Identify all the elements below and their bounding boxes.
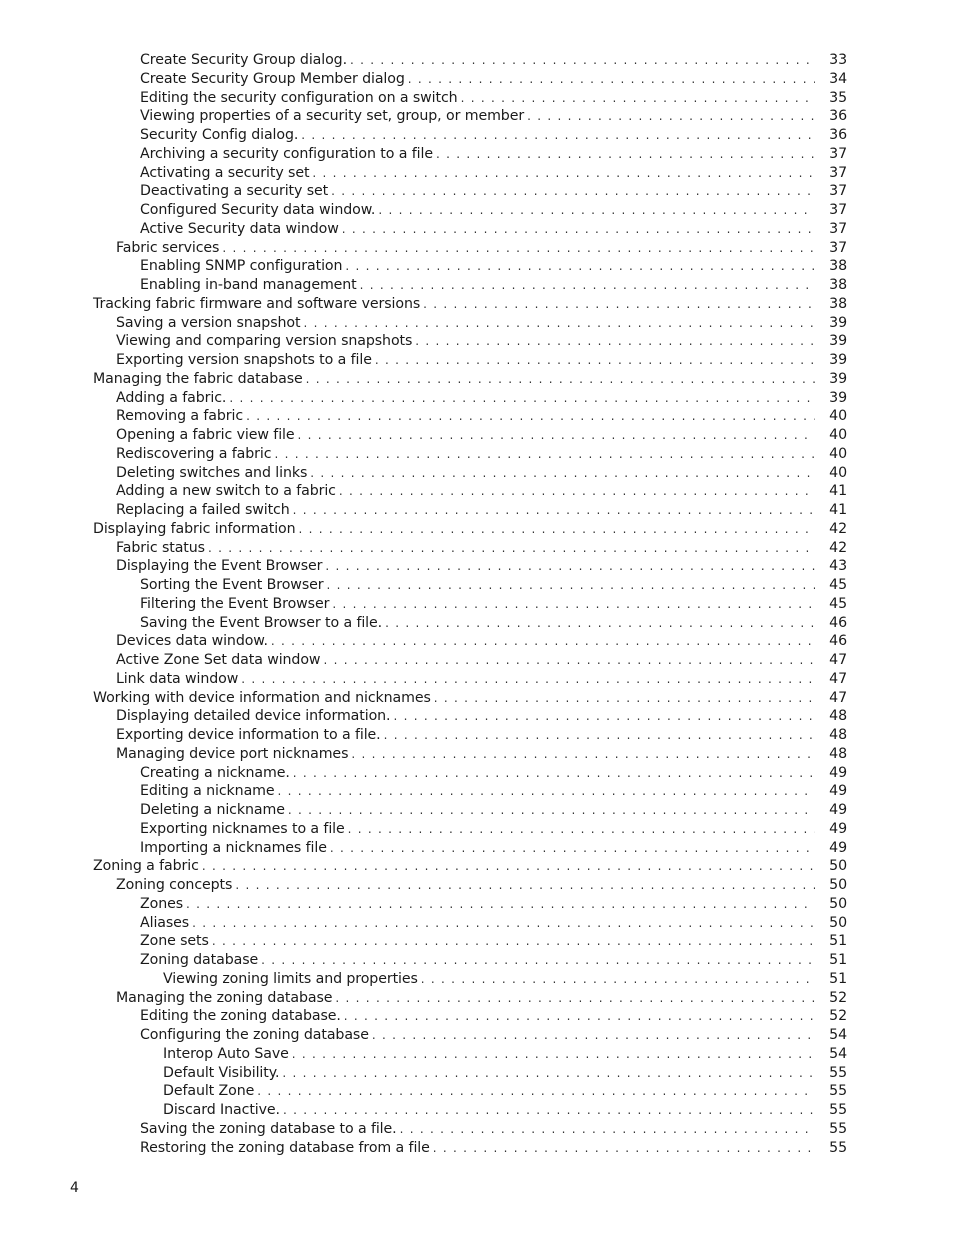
- toc-entry-page: 33: [829, 52, 847, 68]
- toc-entry[interactable]: [93, 407, 847, 426]
- toc-entry[interactable]: [93, 201, 847, 220]
- toc-entry-page: 55: [829, 1139, 847, 1156]
- toc-entry-title: Create Security Group dialog.: [140, 52, 348, 68]
- toc-entry-page: 37: [829, 183, 847, 200]
- toc-entry-title: Fabric services: [116, 239, 220, 256]
- toc-entry[interactable]: [93, 51, 847, 70]
- toc-entry-page: 52: [829, 1008, 847, 1025]
- toc-entry[interactable]: [93, 464, 847, 483]
- toc-entry-title: Tracking fabric firmware and software versions: [93, 295, 421, 312]
- dot-leader: [408, 70, 815, 89]
- toc-entry-page: 49: [829, 820, 847, 837]
- toc-entry-title: Fabric status: [116, 539, 205, 556]
- toc-entry-page: 48: [829, 708, 847, 725]
- toc-entry-page: 54: [829, 1045, 847, 1062]
- toc-entry-title: Saving a version snapshot: [116, 314, 301, 331]
- dot-leader: [246, 407, 815, 426]
- toc-entry-title: Managing the fabric database: [93, 370, 303, 387]
- toc-entry[interactable]: [93, 389, 847, 408]
- toc-entry-page: 36: [829, 127, 847, 143]
- toc-entry-page: 50: [829, 858, 847, 875]
- toc-entry-page: 50: [829, 914, 847, 931]
- dot-leader: [384, 726, 815, 745]
- toc-entry-title: Discard Inactive.: [163, 1102, 280, 1118]
- toc-entry[interactable]: [93, 482, 847, 501]
- toc-entry-page: 51: [829, 933, 847, 950]
- toc-entry[interactable]: [93, 595, 847, 614]
- dot-leader: [345, 257, 815, 276]
- toc-entry-page: 39: [829, 370, 847, 387]
- dot-leader: [293, 764, 815, 783]
- toc-entry-title: Editing the security configuration on a switch: [140, 89, 458, 106]
- toc-entry-page: 49: [829, 839, 847, 856]
- dot-leader: [434, 689, 815, 708]
- toc-entry[interactable]: [93, 182, 847, 201]
- toc-entry[interactable]: [93, 220, 847, 239]
- dot-leader: [360, 276, 815, 295]
- toc-entry-page: 46: [829, 633, 847, 650]
- toc-entry-title: Removing a fabric: [116, 408, 244, 425]
- toc-entry-page: 54: [829, 1027, 847, 1043]
- toc-entry-page: 40: [829, 427, 847, 443]
- toc-entry-page: 40: [829, 445, 847, 462]
- toc-entry[interactable]: [93, 539, 847, 558]
- dot-leader: [282, 1064, 815, 1083]
- toc-entry-page: 39: [829, 333, 847, 350]
- toc-entry-title: Activating a security set: [140, 164, 310, 181]
- dot-leader: [208, 539, 815, 558]
- dot-leader: [342, 220, 815, 239]
- toc-entry-title: Displaying the Event Browser: [116, 558, 323, 575]
- dot-leader: [344, 1007, 815, 1026]
- toc-entry-title: Exporting device information to a file.: [116, 727, 381, 743]
- dot-leader: [283, 1101, 815, 1120]
- toc-entry-title: Saving the zoning database to a file.: [140, 1120, 397, 1137]
- dot-leader: [351, 745, 815, 764]
- toc-entry[interactable]: [93, 1007, 847, 1026]
- dot-leader: [461, 89, 815, 108]
- toc-entry[interactable]: [93, 839, 847, 858]
- toc-entry[interactable]: [93, 1139, 847, 1158]
- toc-entry[interactable]: [93, 445, 847, 464]
- toc-entry[interactable]: [93, 332, 847, 351]
- toc-entry-title: Link data window: [116, 670, 239, 687]
- toc-entry-page: 43: [829, 558, 847, 575]
- toc-entry-title: Importing a nicknames file: [140, 839, 327, 856]
- dot-leader: [332, 595, 815, 614]
- toc-entry[interactable]: [93, 914, 847, 933]
- dot-leader: [241, 670, 815, 689]
- toc-entry[interactable]: [93, 164, 847, 183]
- table-of-contents: [93, 51, 847, 1157]
- dot-leader: [288, 801, 815, 820]
- dot-leader: [310, 464, 815, 483]
- toc-entry-title: Active Zone Set data window: [116, 652, 321, 668]
- dot-leader: [421, 970, 815, 989]
- toc-entry-page: 47: [829, 670, 847, 687]
- toc-entry-title: Deleting a nickname: [140, 802, 285, 818]
- toc-entry-title: Filtering the Event Browser: [140, 595, 330, 612]
- toc-entry-title: Viewing zoning limits and properties: [163, 970, 418, 987]
- toc-entry-title: Zoning concepts: [116, 877, 233, 893]
- toc-entry-page: 55: [829, 1120, 847, 1137]
- toc-entry-title: Viewing properties of a security set, group, or member: [140, 108, 525, 125]
- dot-leader: [261, 951, 815, 970]
- toc-entry[interactable]: [93, 1064, 847, 1083]
- toc-entry-title: Zone sets: [140, 933, 209, 950]
- toc-entry-page: 49: [829, 764, 847, 781]
- dot-leader: [350, 51, 815, 70]
- toc-entry-title: Configuring the zoning database: [140, 1027, 369, 1043]
- toc-entry-page: 49: [829, 802, 847, 818]
- toc-entry-page: 49: [829, 783, 847, 800]
- toc-entry[interactable]: [93, 239, 847, 258]
- dot-leader: [436, 145, 815, 164]
- toc-entry-title: Saving the Event Browser to a file.: [140, 614, 383, 631]
- toc-entry[interactable]: [93, 1101, 847, 1120]
- dot-leader: [375, 351, 815, 370]
- toc-entry[interactable]: [93, 89, 847, 108]
- toc-entry[interactable]: [93, 351, 847, 370]
- toc-entry[interactable]: [93, 126, 847, 145]
- toc-entry-title: Zoning database: [140, 952, 259, 968]
- toc-entry[interactable]: [93, 576, 847, 595]
- dot-leader: [415, 332, 815, 351]
- toc-entry-page: 45: [829, 595, 847, 612]
- dot-leader: [527, 107, 815, 126]
- toc-entry-page: 36: [829, 108, 847, 125]
- toc-entry-page: 51: [829, 970, 847, 987]
- dot-leader: [299, 520, 815, 539]
- toc-entry-title: Working with device information and nicknames: [93, 689, 431, 706]
- toc-entry-page: 38: [829, 295, 847, 312]
- toc-entry[interactable]: [93, 1082, 847, 1101]
- toc-entry[interactable]: [93, 689, 847, 708]
- toc-entry-page: 55: [829, 1064, 847, 1081]
- toc-entry-title: Viewing and comparing version snapshots: [116, 333, 413, 350]
- toc-entry-page: 48: [829, 727, 847, 743]
- toc-entry-title: Archiving a security configuration to a file: [140, 145, 433, 162]
- toc-entry-title: Opening a fabric view file: [116, 427, 295, 443]
- toc-entry-title: Create Security Group Member dialog: [140, 70, 405, 87]
- toc-entry-page: 41: [829, 502, 847, 518]
- dot-leader: [293, 501, 815, 520]
- dot-leader: [335, 989, 815, 1008]
- toc-entry[interactable]: [93, 857, 847, 876]
- toc-entry[interactable]: [93, 970, 847, 989]
- toc-entry[interactable]: [93, 1120, 847, 1139]
- dot-leader: [301, 126, 815, 145]
- dot-leader: [330, 839, 815, 858]
- toc-entry[interactable]: [93, 651, 847, 670]
- toc-entry[interactable]: [93, 557, 847, 576]
- dot-leader: [331, 182, 815, 201]
- dot-leader: [271, 632, 815, 651]
- toc-entry-title: Adding a new switch to a fabric: [116, 483, 336, 500]
- dot-leader: [326, 576, 815, 595]
- toc-entry[interactable]: [93, 782, 847, 801]
- dot-leader: [393, 707, 815, 726]
- toc-entry[interactable]: [93, 314, 847, 333]
- toc-entry-title: Editing the zoning database.: [140, 1008, 341, 1025]
- toc-entry[interactable]: [93, 1045, 847, 1064]
- toc-entry[interactable]: [93, 876, 847, 895]
- toc-entry[interactable]: [93, 932, 847, 951]
- toc-entry-page: 48: [829, 745, 847, 762]
- toc-entry-page: 52: [829, 989, 847, 1006]
- dot-leader: [192, 914, 815, 933]
- toc-entry[interactable]: [93, 295, 847, 314]
- toc-entry-title: Editing a nickname: [140, 783, 275, 800]
- dot-leader: [400, 1120, 815, 1139]
- toc-entry-title: Aliases: [140, 914, 190, 931]
- toc-entry[interactable]: [93, 820, 847, 839]
- toc-entry[interactable]: [93, 70, 847, 89]
- toc-entry[interactable]: [93, 501, 847, 520]
- toc-entry-title: Enabling SNMP configuration: [140, 258, 343, 275]
- dot-leader: [385, 614, 815, 633]
- dot-leader: [298, 426, 815, 445]
- toc-entry[interactable]: [93, 989, 847, 1008]
- dot-leader: [378, 201, 815, 220]
- toc-entry-page: 35: [829, 89, 847, 106]
- dot-leader: [292, 1045, 815, 1064]
- toc-entry-page: 55: [829, 1102, 847, 1118]
- dot-leader: [323, 651, 815, 670]
- page-number: 4: [70, 1180, 79, 1196]
- toc-entry-page: 50: [829, 895, 847, 912]
- toc-entry-title: Active Security data window: [140, 220, 339, 237]
- toc-entry-page: 38: [829, 258, 847, 275]
- toc-entry[interactable]: [93, 764, 847, 783]
- dot-leader: [229, 389, 815, 408]
- toc-entry[interactable]: [93, 257, 847, 276]
- toc-entry-page: 39: [829, 314, 847, 331]
- toc-entry-title: Default Visibility.: [163, 1064, 280, 1081]
- toc-entry-title: Devices data window.: [116, 633, 268, 650]
- dot-leader: [278, 782, 815, 801]
- toc-entry[interactable]: [93, 426, 847, 445]
- dot-leader: [212, 932, 815, 951]
- dot-leader: [339, 482, 815, 501]
- toc-entry[interactable]: [93, 801, 847, 820]
- toc-entry[interactable]: [93, 276, 847, 295]
- dot-leader: [433, 1139, 815, 1158]
- toc-entry-title: Managing device port nicknames: [116, 745, 349, 762]
- toc-entry-title: Restoring the zoning database from a file: [140, 1139, 430, 1156]
- toc-entry-page: 40: [829, 408, 847, 425]
- toc-entry-page: 37: [829, 145, 847, 162]
- dot-leader: [186, 895, 815, 914]
- toc-entry[interactable]: [93, 520, 847, 539]
- toc-entry-title: Default Zone: [163, 1083, 255, 1100]
- dot-leader: [325, 557, 815, 576]
- toc-entry-title: Security Config dialog.: [140, 127, 299, 143]
- dot-leader: [348, 820, 815, 839]
- toc-entry-title: Sorting the Event Browser: [140, 577, 324, 593]
- toc-entry-page: 50: [829, 877, 847, 893]
- toc-entry-page: 39: [829, 352, 847, 368]
- toc-entry[interactable]: [93, 107, 847, 126]
- dot-leader: [306, 370, 815, 389]
- toc-entry-title: Configured Security data window.: [140, 202, 376, 218]
- toc-entry-title: Managing the zoning database: [116, 989, 333, 1006]
- toc-entry-title: Creating a nickname.: [140, 764, 290, 781]
- dot-leader: [222, 239, 815, 258]
- dot-leader: [303, 314, 815, 333]
- toc-entry-page: 47: [829, 689, 847, 706]
- toc-entry-title: Zoning a fabric: [93, 858, 199, 875]
- toc-entry-title: Exporting version snapshots to a file: [116, 352, 372, 368]
- toc-entry-title: Enabling in-band management: [140, 277, 357, 293]
- toc-entry-title: Interop Auto Save: [163, 1045, 289, 1062]
- dot-leader: [423, 295, 815, 314]
- toc-entry[interactable]: [93, 145, 847, 164]
- toc-entry-title: Zones: [140, 895, 184, 912]
- toc-entry[interactable]: [93, 726, 847, 745]
- toc-entry-page: 37: [829, 202, 847, 218]
- toc-entry-page: 39: [829, 389, 847, 406]
- toc-entry-page: 51: [829, 952, 847, 968]
- dot-leader: [274, 445, 815, 464]
- dot-leader: [372, 1026, 815, 1045]
- toc-entry-page: 37: [829, 239, 847, 256]
- dot-leader: [202, 857, 815, 876]
- toc-entry-page: 38: [829, 277, 847, 293]
- dot-leader: [235, 876, 815, 895]
- toc-entry-title: Rediscovering a fabric: [116, 445, 272, 462]
- toc-entry[interactable]: [93, 951, 847, 970]
- toc-entry-title: Displaying detailed device information.: [116, 708, 391, 725]
- toc-entry[interactable]: [93, 632, 847, 651]
- toc-entry-title: Deactivating a security set: [140, 183, 329, 200]
- toc-entry[interactable]: [93, 895, 847, 914]
- toc-entry[interactable]: [93, 707, 847, 726]
- toc-entry-page: 47: [829, 652, 847, 668]
- toc-entry[interactable]: [93, 745, 847, 764]
- dot-leader: [257, 1082, 815, 1101]
- toc-entry-page: 41: [829, 483, 847, 500]
- toc-entry-page: 40: [829, 464, 847, 481]
- toc-entry-title: Deleting switches and links: [116, 464, 308, 481]
- toc-entry-page: 42: [829, 520, 847, 537]
- toc-entry-page: 45: [829, 577, 847, 593]
- toc-entry[interactable]: [93, 670, 847, 689]
- toc-entry-title: Adding a fabric.: [116, 389, 227, 406]
- toc-entry-page: 46: [829, 614, 847, 631]
- toc-entry-page: 42: [829, 539, 847, 556]
- toc-entry-page: 37: [829, 164, 847, 181]
- toc-entry-page: 37: [829, 220, 847, 237]
- toc-entry-page: 34: [829, 70, 847, 87]
- toc-entry[interactable]: [93, 370, 847, 389]
- toc-entry[interactable]: [93, 614, 847, 633]
- toc-entry-title: Displaying fabric information: [93, 520, 296, 537]
- toc-entry[interactable]: [93, 1026, 847, 1045]
- dot-leader: [312, 164, 815, 183]
- toc-entry-title: Exporting nicknames to a file: [140, 820, 345, 837]
- toc-entry-title: Replacing a failed switch: [116, 502, 290, 518]
- toc-entry-page: 55: [829, 1083, 847, 1100]
